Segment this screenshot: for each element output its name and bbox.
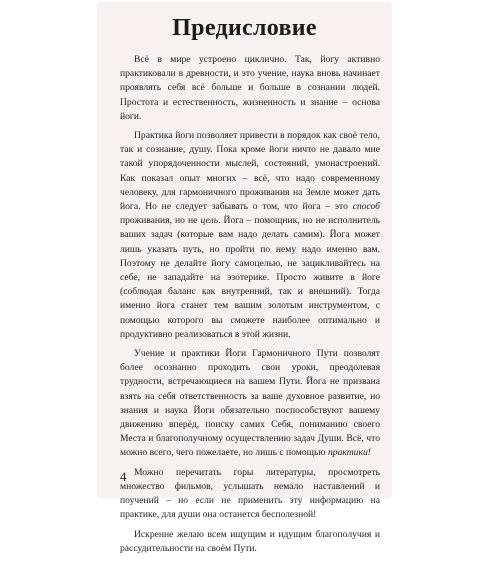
paragraph-text: Можно перечитать горы литературы, просмотреть множество фильмов, услышать немало наставлений и поучений – но если не применить эту информацию на практике, для души она останется бесполезной! bbox=[120, 466, 380, 521]
emphasis-text: цель bbox=[200, 215, 219, 227]
paragraph bbox=[120, 528, 380, 556]
emphasis-text: способ bbox=[352, 201, 380, 213]
paragraph-text: проживания, но не bbox=[120, 215, 201, 227]
paragraph bbox=[120, 466, 380, 523]
page-body bbox=[120, 53, 380, 561]
paragraph bbox=[120, 129, 380, 342]
paragraph-text: Практика йоги позволяет привести в порядок как своё тело, так и сознание, душу. Пока кроме йоги ничто не давало мне такой упорядоченности мыслей, состояний, умонастроений. Как показал опыт многих – всё, что надо современному человеку, для гармоничного проживания на Земле может дать йога. Но не следует забывать о том, что йога – это bbox=[120, 130, 380, 213]
paragraph-text: Всё в мире устроено циклично. Так, йогу активно практиковали в древности, и это учение, наука вновь начинает проявлять себя всё больше и больше в сознании людей. Простота и естественность, жизненность и знание – основа йоги. bbox=[120, 54, 380, 122]
book-page bbox=[98, 3, 391, 554]
paragraph bbox=[120, 53, 380, 124]
page-title: Предисловие bbox=[172, 15, 317, 41]
emphasis-text: практики! bbox=[327, 447, 371, 459]
paragraph-text: . Йога – помощник, но не исполнитель ваших задач (которые вам надо делать самим). Йога может лишь указать путь, но пройти по нему надо именно вам. Поэтому не делайте йогу самоцелью, не зацикливайтесь на себе, не западайте на эзотерике. Просто живите в йоге (соблюдая баланс как внутренний, так и внешний). Тогда именно йога станет тем вашим золотым инструментом, с помощью которого вы сможете наиболее оптимально и продуктивно реализоваться в этой жизни. bbox=[120, 215, 380, 340]
page-number: 4 bbox=[120, 469, 127, 484]
paragraph-text: Искренне желаю всем ищущим и идущим благополучия и рассудительности на своём Пути. bbox=[120, 528, 380, 554]
paragraph bbox=[120, 347, 380, 461]
paragraph-text: Учение и практики Йоги Гармоничного Пути позволят более осознанно проходить свои уроки, преодолевая трудности, встречающиеся на вашем Пути. Йога не призвана взять на себя ответственность за ваше духовное развитие, но знания и наука Йоги обязательно поспособствуют вашему движению вперёд, поиску самих Себя, пониманию своего Места и благополучному осуществлению задач Души. Всё, что можно всего, чего пожелаете, но лишь с помощью bbox=[120, 348, 380, 459]
